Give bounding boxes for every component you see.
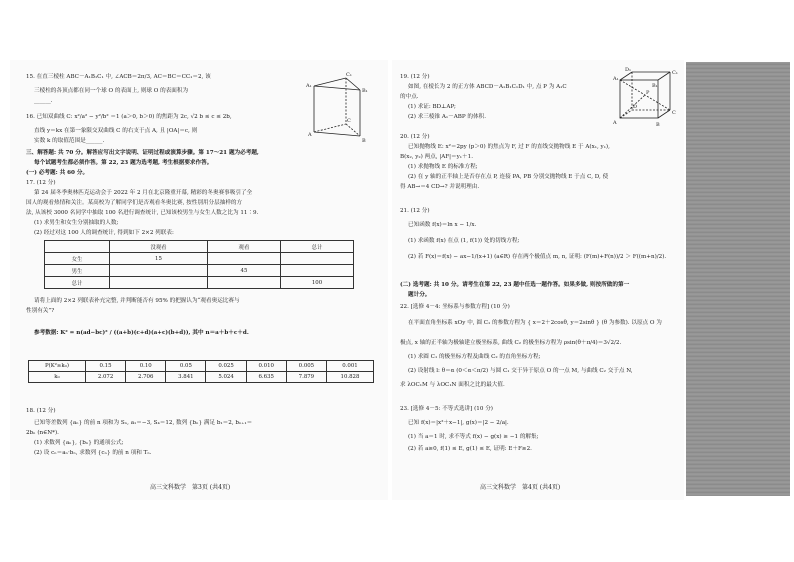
- fig2-label-c1: C₁: [672, 70, 678, 76]
- q20-part2: (2) 在 y 轴的正半轴上是否存在点 P, 连接 PA, PB 分别交抛物线 E 于点 C, D, 使: [408, 174, 609, 180]
- table-cell: 15: [110, 253, 208, 265]
- table-cell: 0.001: [326, 361, 373, 372]
- sec3-sub: (一) 必考题: 共 60 分。: [26, 170, 89, 176]
- table-cell: 总计: [45, 277, 110, 289]
- q17-part1: (1) 求男生和女生分别抽取的人数;: [34, 220, 119, 226]
- cube-figure: [612, 66, 686, 132]
- q20-part1: (1) 求抛物线 E 的标准方程;: [408, 164, 478, 170]
- q18-line2: 2bₙ (n∈N*).: [26, 430, 59, 436]
- q18-line1: 已知等差数列 {aₙ} 的前 n 项和为 Sₙ, a₁＝−3, S₄＝12, 数列 {bₙ} 满足 b₁＝2, bₙ₊₁＝: [34, 420, 253, 426]
- q18-part2: (2) 设 cₙ＝aₙ·bₙ, 求数列 {cₙ} 的前 n 项和 Tₙ.: [34, 450, 152, 456]
- table-header-cell: 总计: [280, 241, 353, 253]
- table-cell: [280, 253, 353, 265]
- q15-line1: 15. 在直三棱柱 ABC－A₁B₁C₁ 中, ∠ACB＝2π/3, AC＝BC＝CC₁＝2, 该: [26, 74, 211, 80]
- reference-formula: 参考数据: K² = n(ad−bc)² / ((a+b)(c+d)(a+c)(b+d)), 其中 n＝a＋b＋c＋d.: [34, 330, 249, 336]
- fig2-label-d1: D₁: [625, 67, 632, 73]
- q19-line1: 如图, 在棱长为 2 的正方体 ABCD－A₁B₁C₁D₁ 中, 点 P 为 A₁C: [408, 84, 567, 90]
- prism-figure: [300, 68, 380, 148]
- table-cell: 0.05: [166, 361, 206, 372]
- q21-line1: 已知函数 f(x)＝ln x − 1/x.: [408, 222, 477, 228]
- right-page-footer: 高三文科数学 第4页 (共4页): [480, 484, 561, 491]
- optional-section-line2: 题计分。: [408, 292, 431, 298]
- fig2-label-a1: A₁: [613, 76, 619, 82]
- fig1-label-a: A: [308, 132, 312, 138]
- q19-part2: (2) 求三棱锥 A₁－ABP 的体积.: [408, 114, 486, 120]
- table-cell: 3.841: [166, 372, 206, 383]
- q21-part1: (1) 求函数 f(x) 在点 (1, f(1)) 处的切线方程;: [408, 238, 520, 244]
- table-row: [45, 265, 354, 277]
- table-cell: k₀: [29, 372, 86, 383]
- q16-line2: 直线 y＝kx 在第一象限交双曲线 C 的右支于点 A, 且 |OA|＝c, 则: [34, 128, 198, 134]
- q19-head: 19. (12 分): [400, 74, 430, 80]
- table-cell: 女生: [45, 253, 110, 265]
- table-cell: 2.706: [126, 372, 166, 383]
- q20-line1: 已知抛物线 E: x²＝2py (p＞0) 的焦点为 F, 过 F 的直线交抛物线 E 于 A(x₁, y₁),: [408, 144, 610, 150]
- sec3-line2: 每个试题考生都必须作答。第 22, 23 题为选考题, 考生根据要求作答。: [34, 160, 213, 166]
- q23-head: 23. [选修 4－5: 不等式选讲] (10 分): [400, 406, 493, 412]
- table-cell: 6.635: [246, 372, 286, 383]
- q17-part2: (2) 经过对这 100 人的调查统计, 得到如下 2×2 列联表:: [34, 230, 174, 236]
- fig1-label-c1: C₁: [346, 72, 352, 78]
- fig1-label-a1: A₁: [306, 83, 312, 89]
- q20-head: 20. (12 分): [400, 134, 430, 140]
- q18-part1: (1) 求数列 {aₙ}, {bₙ} 的通项公式;: [34, 440, 124, 446]
- table-cell: 0.010: [246, 361, 286, 372]
- fig1-label-b: B: [362, 138, 366, 144]
- left-page-footer: 高三文科数学 第3页 (共4页): [150, 484, 231, 491]
- q16-line1: 16. 已知双曲线 C: x²/a² − y²/b² ＝1 (a＞0, b＞0) 的焦距为 2c, √2 b ≤ c ≤ 2b,: [26, 114, 232, 120]
- fig1-label-c: C: [347, 118, 351, 124]
- table-cell: 7.879: [286, 372, 326, 383]
- table-header-cell: 观看: [207, 241, 280, 253]
- table-row: [45, 277, 354, 289]
- q22-part1: (1) 求圆 C₁ 的极坐标方程及曲线 C₂ 的直角坐标方程;: [408, 354, 541, 360]
- q17-head: 17. (12 分): [26, 180, 56, 186]
- table-cell: [207, 253, 280, 265]
- fig2-label-b1: B₁: [652, 83, 658, 89]
- q22-part2: (2) 设射线 l: θ＝α (0＜α＜π/2) 与圆 C₁ 交于异于原点 O 的一点 M, 与曲线 C₂ 交于点 N,: [408, 368, 633, 374]
- table-cell: [110, 265, 208, 277]
- fig2-label-c: C: [672, 110, 676, 116]
- table-cell: 0.005: [286, 361, 326, 372]
- q15-line2: 三棱柱的各顶点都在同一个球 O 的表面上, 则球 O 的表面积为: [34, 88, 189, 94]
- gray-scan-band: [686, 62, 790, 496]
- table-cell: [110, 277, 208, 289]
- fig2-label-a: A: [613, 120, 617, 126]
- q22-line2: 极点, x 轴的正半轴为极轴建立极坐标系, 曲线 C₂ 的极坐标方程为 ρsin(θ＋π/4)＝3√2/2.: [400, 340, 622, 346]
- q17-fill-line1: 请将上面的 2×2 列联表补充完整, 并判断能否有 95% 的把握认为“观看奥运比赛与: [34, 298, 240, 304]
- table-cell: [45, 241, 110, 253]
- q23-part1: (1) 当 a＝1 时, 求不等式 f(x) − g(x) ≥ −1 的解集;: [408, 434, 539, 440]
- q17-fill-line2: 性别有关”?: [26, 308, 55, 314]
- table-cell: [207, 277, 280, 289]
- table-row: [29, 361, 374, 372]
- q22-line1: 在平面直角坐标系 xOy 中, 圆 C₁ 的参数方程为 { x＝2＋2cosθ, y＝2sinθ } (θ 为参数). 以原点 O 为: [408, 320, 662, 326]
- sec3-line1: 三、解答题: 共 70 分。解答应写出文字说明、证明过程或演算步骤。第 17～21 题为必考题,: [26, 150, 259, 156]
- table-cell: 0.10: [126, 361, 166, 372]
- critical-value-table: [28, 360, 374, 383]
- q21-head: 21. (12 分): [400, 208, 430, 214]
- table-row: [29, 372, 374, 383]
- table-cell: 100: [280, 277, 353, 289]
- table-row: [45, 241, 354, 253]
- table-cell: 0.025: [206, 361, 246, 372]
- q17-line2: 国人的观看热情和关注。某高校为了解同学们是否观看冬奥比赛, 按性别用分层抽样的方: [26, 200, 243, 206]
- table-cell: 2.072: [85, 372, 125, 383]
- q16-line3: 实数 k 的取值范围是______.: [34, 138, 105, 144]
- q21-part2: (2) 若 F(x)＝f(x) − ax−1/(x+1) (a∈R) 存在两个极值点 m, n, 证明: (F(m)+F(n))/2 ＞ F((m+n)/2).: [408, 254, 667, 260]
- q19-part1: (1) 求证: BD⊥AP;: [408, 104, 456, 110]
- q18-head: 18. (12 分): [26, 408, 56, 414]
- table-row: [45, 253, 354, 265]
- q20-line2: B(x₂, y₂) 两点, |AF|＝y₁＋1.: [400, 154, 473, 160]
- table-cell: [280, 265, 353, 277]
- q23-line1: 已知 f(x)＝|x²＋x−1|, g(x)＝|2 − 2/a|.: [408, 420, 509, 426]
- q15-line3: ______.: [34, 98, 53, 104]
- fig2-label-p: P: [646, 90, 650, 96]
- q22-head: 22. [选修 4－4: 坐标系与参数方程] (10 分): [400, 304, 510, 310]
- fig2-label-d: D: [633, 104, 638, 110]
- contingency-table: [44, 240, 354, 289]
- table-cell: 10.828: [326, 372, 373, 383]
- fig1-label-b1: B₁: [362, 88, 368, 94]
- table-cell: 0.15: [85, 361, 125, 372]
- q22-part3: 求 λOC₁M 与 λOC₁N 面积之比的最大值.: [400, 382, 505, 388]
- optional-section-line1: (二) 选考题: 共 10 分。请考生在第 22, 23 题中任选一题作答。如果多做, 则按所做的第一: [400, 282, 630, 288]
- table-header-cell: 没观看: [110, 241, 208, 253]
- q17-line3: 法, 从该校 3000 名同学中抽取 100 名进行调查统计, 已知该校男生与女生人数之比为 11∶9.: [26, 210, 259, 216]
- q23-part2: (2) 若 a≥0, f(1) ≤ E, g(1) ≤ E, 证明: E＋F≥2.: [408, 446, 532, 452]
- fig2-label-b: B: [656, 122, 660, 128]
- table-cell: P(K²≥k₀): [29, 361, 86, 372]
- q20-part3: 得 AB→＝4 CD→? 并说明理由.: [400, 184, 480, 190]
- table-cell: 45: [207, 265, 280, 277]
- q17-line1: 第 24 届冬季奥林匹克运动会于 2022 年 2 月在北京隆重开幕, 精彩的冬奥赛事吸引了全: [34, 190, 253, 196]
- table-cell: 5.024: [206, 372, 246, 383]
- table-cell: 男生: [45, 265, 110, 277]
- q19-line2: 的中点.: [400, 94, 419, 100]
